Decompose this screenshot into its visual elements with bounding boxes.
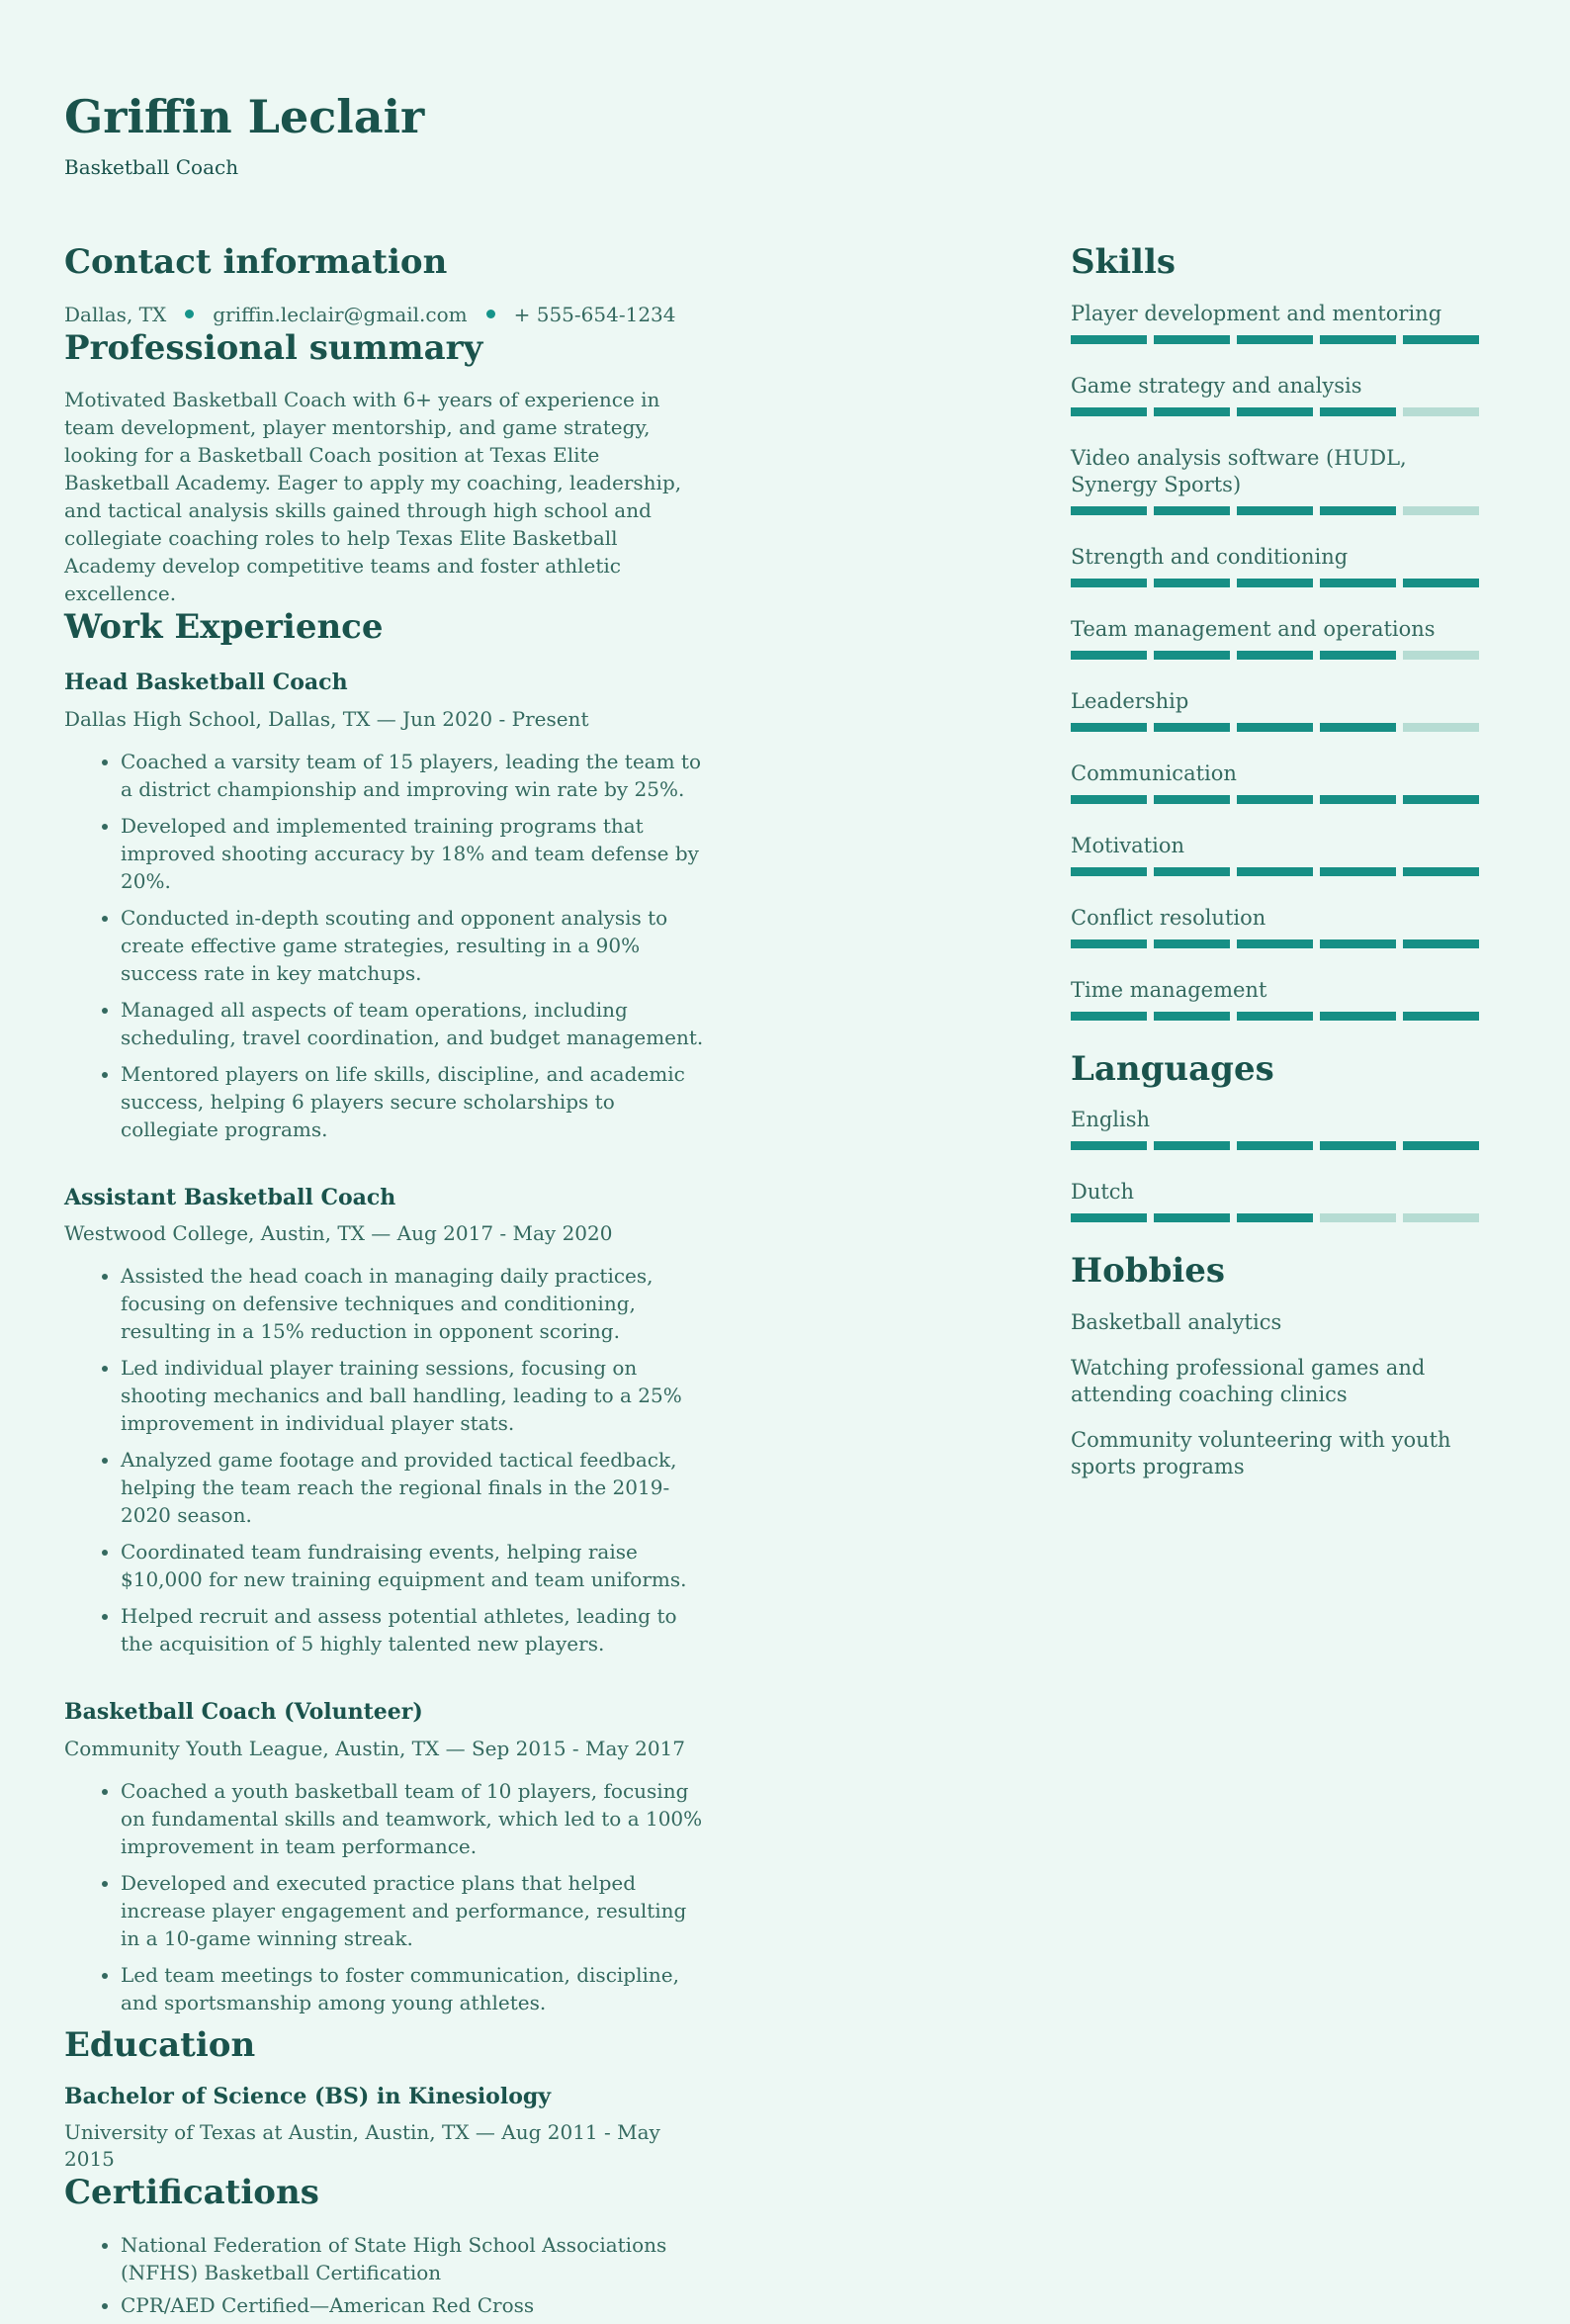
- meter-label: Dutch: [1071, 1180, 1135, 1205]
- hobby-list: [1071, 1309, 1479, 1480]
- job-meta: Dallas High School, Dallas, TX — Jun 2020 - Present: [64, 706, 589, 731]
- section-contact: [64, 242, 707, 328]
- level-segment-filled: [1154, 1213, 1230, 1222]
- job-bullet: • Analyzed game footage and provided tactical feedback, helping the team reach the regional finals in the 2019-2020 season.: [121, 1446, 707, 1529]
- level-segment-filled: [1071, 723, 1147, 732]
- meter-item: [1071, 616, 1479, 660]
- level-segment-filled: [1071, 1213, 1147, 1222]
- job-bullet-list: [64, 1262, 707, 1657]
- level-segment-filled: [1071, 407, 1147, 416]
- level-segment-filled: [1320, 1141, 1396, 1150]
- level-segment-filled: [1154, 867, 1230, 876]
- level-segment-filled: [1237, 335, 1313, 344]
- summary-text: Motivated Basketball Coach with 6+ years of experience in team development, player mentorship, and game strategy, looking for a Basketball Coach position at Texas Elite Basketball Academy. Eager to apply my coaching, leadership, and tactical analysis skills gained through high school and collegiate coaching roles to help Texas Elite Basketball Academy develop competitive teams and foster athletic excellence.: [64, 388, 682, 606]
- job-bullet: • Developed and implemented training programs that improved shooting accuracy by 18% and team defense by 20%.: [121, 812, 707, 895]
- level-segment-filled: [1154, 1141, 1230, 1150]
- level-bar: [1071, 795, 1479, 804]
- education-heading: Education: [64, 2024, 256, 2065]
- level-bar: [1071, 1012, 1479, 1021]
- job-entry: [64, 1699, 707, 2016]
- job-bullet: • Conducted in-depth scouting and opponent analysis to create effective game strategies, resulting in a 90% success rate in key matchups.: [121, 904, 707, 987]
- separator-dot-icon: [185, 310, 194, 318]
- section-summary: [64, 328, 707, 608]
- meter-label: Conflict resolution: [1071, 905, 1266, 930]
- section-skills: [1071, 242, 1479, 1021]
- certifications-heading: Certifications: [64, 2173, 319, 2213]
- section-languages: [1071, 1049, 1479, 1223]
- level-segment-filled: [1403, 1012, 1479, 1021]
- level-segment-filled: [1071, 1141, 1147, 1150]
- level-segment-filled: [1071, 1012, 1147, 1021]
- level-bar: [1071, 939, 1479, 948]
- hobby-item: Watching professional games and attending coaching clinics: [1071, 1356, 1426, 1407]
- level-segment-filled: [1320, 579, 1396, 587]
- level-segment-filled: [1154, 335, 1230, 344]
- level-segment-filled: [1071, 651, 1147, 660]
- level-segment-filled: [1320, 651, 1396, 660]
- level-bar: [1071, 651, 1479, 660]
- level-bar: [1071, 1213, 1479, 1222]
- level-segment-filled: [1154, 795, 1230, 804]
- job-meta: Westwood College, Austin, TX — Aug 2017 - May 2020: [64, 1221, 613, 1246]
- level-segment-filled: [1320, 939, 1396, 948]
- level-segment-filled: [1071, 335, 1147, 344]
- level-segment-filled: [1071, 795, 1147, 804]
- level-segment-filled: [1403, 795, 1479, 804]
- education-degree: Bachelor of Science (BS) in Kinesiology: [64, 2083, 552, 2109]
- contact-item: + 555-654-1234: [513, 302, 676, 326]
- level-segment-filled: [1071, 939, 1147, 948]
- level-segment-filled: [1320, 407, 1396, 416]
- job-entry: [64, 1185, 707, 1658]
- level-segment-empty: [1403, 407, 1479, 416]
- contact-item: Dallas, TX: [64, 302, 167, 326]
- level-segment-filled: [1403, 579, 1479, 587]
- level-segment-filled: [1237, 723, 1313, 732]
- job-bullet: • Mentored players on life skills, discipline, and academic success, helping 6 players secure scholarships to collegiate programs.: [121, 1060, 707, 1143]
- level-segment-filled: [1237, 867, 1313, 876]
- meter-item: [1071, 445, 1479, 515]
- level-segment-filled: [1237, 939, 1313, 948]
- level-segment-filled: [1237, 579, 1313, 587]
- skill-list: [1071, 301, 1479, 1021]
- level-segment-filled: [1237, 1213, 1313, 1222]
- section-certifications: [64, 2173, 707, 2319]
- job-bullet: • Led team meetings to foster communication, discipline, and sportsmanship among young athletes.: [121, 1961, 707, 2016]
- language-list: [1071, 1107, 1479, 1222]
- job-bullet: • Led individual player training sessions, focusing on shooting mechanics and ball handling, leading to a 25% improvement in individual player stats.: [121, 1354, 707, 1437]
- meter-item: [1071, 977, 1479, 1021]
- level-bar: [1071, 506, 1479, 515]
- hobbies-heading: Hobbies: [1071, 1251, 1226, 1292]
- meter-item: [1071, 688, 1479, 732]
- meter-item: [1071, 833, 1479, 876]
- job-title: Basketball Coach (Volunteer): [64, 1699, 423, 1726]
- level-segment-filled: [1071, 579, 1147, 587]
- meter-label: Team management and operations: [1071, 616, 1436, 641]
- hobby-item: Basketball analytics: [1071, 1310, 1282, 1335]
- level-segment-filled: [1237, 407, 1313, 416]
- meter-label: Game strategy and analysis: [1071, 373, 1362, 398]
- level-segment-filled: [1237, 506, 1313, 515]
- level-segment-filled: [1237, 795, 1313, 804]
- job-list: [64, 670, 707, 2016]
- contact-item: griffin.leclair@gmail.com: [213, 302, 468, 326]
- level-segment-filled: [1320, 795, 1396, 804]
- level-segment-empty: [1403, 723, 1479, 732]
- level-segment-empty: [1403, 1213, 1479, 1222]
- level-segment-filled: [1154, 939, 1230, 948]
- level-segment-filled: [1154, 1012, 1230, 1021]
- summary-heading: Professional summary: [64, 327, 483, 368]
- job-bullet: • Coordinated team fundraising events, helping raise $10,000 for new training equipment and team uniforms.: [121, 1538, 707, 1593]
- work-heading: Work Experience: [64, 607, 384, 648]
- level-segment-filled: [1154, 579, 1230, 587]
- sidebar: [1071, 242, 1479, 2324]
- resume-columns: [64, 242, 1479, 2324]
- level-segment-filled: [1403, 335, 1479, 344]
- job-bullet: • Helped recruit and assess potential athletes, leading to the acquisition of 5 highly talented new players.: [121, 1602, 707, 1657]
- job-title: Head Basketball Coach: [64, 670, 348, 696]
- meter-item: [1071, 544, 1479, 587]
- level-segment-filled: [1237, 1141, 1313, 1150]
- level-segment-filled: [1154, 651, 1230, 660]
- job-bullet-list: [64, 1777, 707, 2016]
- level-segment-filled: [1154, 407, 1230, 416]
- job-bullet: • Coached a varsity team of 15 players, leading the team to a district championship and improving win rate by 25%.: [121, 748, 707, 803]
- job-bullet-list: [64, 748, 707, 1143]
- contact-heading: Contact information: [64, 241, 448, 282]
- separator-dot-icon: [486, 310, 495, 318]
- level-segment-filled: [1154, 723, 1230, 732]
- hobby-item: Community volunteering with youth sports programs: [1071, 1428, 1451, 1479]
- level-bar: [1071, 723, 1479, 732]
- education-meta: University of Texas at Austin, Austin, TX — Aug 2011 - May 2015: [64, 2120, 660, 2172]
- level-segment-empty: [1320, 1213, 1396, 1222]
- level-segment-filled: [1320, 506, 1396, 515]
- meter-label: Motivation: [1071, 833, 1185, 857]
- job-title: Assistant Basketball Coach: [64, 1184, 396, 1210]
- meter-item: [1071, 905, 1479, 948]
- meter-label: Communication: [1071, 760, 1237, 785]
- certification-bullet: • CPR/AED Certified—American Red Cross: [121, 2291, 707, 2319]
- contact-line: [64, 301, 707, 328]
- meter-label: Leadership: [1071, 688, 1189, 713]
- level-bar: [1071, 579, 1479, 587]
- level-bar: [1071, 1141, 1479, 1150]
- job-bullet: • Managed all aspects of team operations, including scheduling, travel coordination, and budget management.: [121, 996, 707, 1051]
- certification-list: [64, 2231, 707, 2319]
- level-segment-filled: [1071, 867, 1147, 876]
- level-segment-empty: [1403, 651, 1479, 660]
- meter-label: English: [1071, 1108, 1151, 1132]
- section-work: [64, 607, 707, 2015]
- level-segment-filled: [1403, 1141, 1479, 1150]
- meter-label: Player development and mentoring: [1071, 301, 1442, 325]
- person-role: Basketball Coach: [64, 154, 239, 179]
- level-segment-filled: [1320, 723, 1396, 732]
- job-bullet: • Assisted the head coach in managing daily practices, focusing on defensive techniques and conditioning, resulting in a 15% reduction in opponent scoring.: [121, 1262, 707, 1345]
- meter-item: [1071, 1107, 1479, 1150]
- resume-header: [64, 91, 1479, 179]
- level-segment-filled: [1071, 506, 1147, 515]
- level-segment-filled: [1403, 939, 1479, 948]
- level-segment-filled: [1403, 867, 1479, 876]
- meter-label: Video analysis software (HUDL, Synergy Sports): [1071, 445, 1407, 496]
- level-bar: [1071, 867, 1479, 876]
- level-segment-filled: [1237, 651, 1313, 660]
- level-segment-filled: [1320, 867, 1396, 876]
- level-bar: [1071, 407, 1479, 416]
- meter-item: [1071, 1179, 1479, 1222]
- level-segment-empty: [1403, 506, 1479, 515]
- certification-bullet: • National Federation of State High School Associations (NFHS) Basketball Certification: [121, 2231, 707, 2286]
- meter-label: Time management: [1071, 977, 1267, 1002]
- level-segment-filled: [1320, 1012, 1396, 1021]
- level-segment-filled: [1154, 506, 1230, 515]
- job-meta: Community Youth League, Austin, TX — Sep 2015 - May 2017: [64, 1736, 685, 1760]
- skills-heading: Skills: [1071, 241, 1177, 282]
- level-segment-filled: [1320, 335, 1396, 344]
- section-hobbies: [1071, 1251, 1479, 1480]
- languages-heading: Languages: [1071, 1048, 1274, 1089]
- level-bar: [1071, 335, 1479, 344]
- job-entry: [64, 670, 707, 1143]
- job-bullet: • Coached a youth basketball team of 10 players, focusing on fundamental skills and teamwork, which led to a 100% improvement in team performance.: [121, 1777, 707, 1860]
- job-bullet: • Developed and executed practice plans that helped increase player engagement and performance, resulting in a 10-game winning streak.: [121, 1869, 707, 1952]
- meter-item: [1071, 760, 1479, 804]
- main-column: [64, 242, 707, 2324]
- meter-item: [1071, 373, 1479, 416]
- meter-label: Strength and conditioning: [1071, 544, 1349, 569]
- person-name: Griffin Leclair: [64, 90, 425, 143]
- meter-item: [1071, 301, 1479, 344]
- section-education: [64, 2025, 707, 2173]
- level-segment-filled: [1237, 1012, 1313, 1021]
